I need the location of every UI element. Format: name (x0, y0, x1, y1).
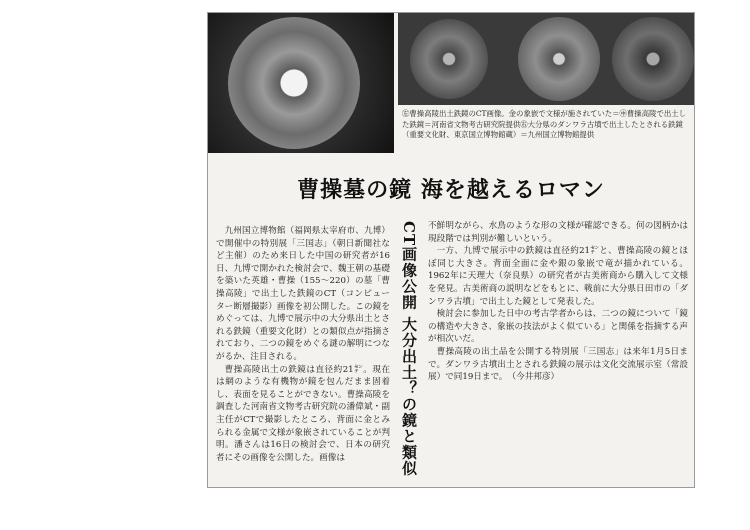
article-column-right (428, 220, 688, 384)
ct-image-photo (208, 13, 394, 153)
photo-caption: ㊧曹操高陵出土鉄鏡のCT画像。金の象嵌で文様が施されていた＝㊥曹操高陵で出土した鉄鏡＝河南省文物考古研究院提供㊨大分県のダンワラ古墳で出土したとされる鉄鏡（重要文化財、東京国立博物館蔵）＝九州国立博物館提供 (402, 109, 687, 140)
paragraph: 不鮮明ながら、水鳥のような形の文様が確認できる。何の図柄かは現段階では判別が難しいという。 (428, 221, 688, 244)
mirror-disc-left (410, 19, 488, 99)
article-column-left (216, 225, 390, 464)
paragraph: 曹操高陵の出土品を公開する特別展「三国志」は来年1月5日まで。ダンワラ古墳出土とされる鉄鏡の展示は文化交流展示室（常設展）で同19日まで。 （今井邦彦） (428, 346, 688, 383)
mirror-disc-right (612, 17, 694, 101)
paragraph: 九州国立博物館（福岡県太宰府市、九博）で開催中の特別展「三国志」（朝日新聞社など主催）のため来日した中国の研究者が16日、九博で開かれた検討会で、魏王朝の基礎を築いた英雄・曹操（155～220）の墓「曹操高陵」で出土した鉄鏡のCT（コンピューター断層撮影）画像を初公開した。この鏡をめぐっては、九博で展示中の大分県出土とされる鉄鏡（重要文化財）との類似点が指摘されており、二つの鏡をめぐる謎の解明につながるか、注目される。 (216, 226, 390, 362)
newspaper-clipping (207, 12, 695, 488)
paragraph: 一方、九博で展示中の鉄鏡は直径約21㌢と、曹操高陵の鏡とほぼ同じ大きさ。背面全面に金や銀の象嵌で竜が描かれている。1962年に天理大（奈良県）の研究者が古美術商から購入して文様を発見。古美術商の説明などをもとに、戦前に大分県日田市の「ダンワラ古墳」で出土した鏡として発表した。 (428, 246, 688, 307)
paragraph: 曹操高陵出土の鉄鏡は直径約21㌢。現在は網のような有機物が鏡を包んだまま固着し、表面を見ることができない。曹操高陵を調査した河南省文物考古研究院の潘偉斌・副主任がCTで撮影したところ、背面に金とみられる金属で文様が象嵌されていることが判明。潘さんは16日の検討会で、日本の研究者にその画像を公開した。画像は (216, 364, 390, 463)
headline: 曹操墓の鏡 海を越えるロマン (297, 177, 605, 203)
subheadline: CT画像公開 大分出土？の鏡と類似 (400, 221, 418, 477)
ct-mirror-disc (228, 17, 360, 149)
mirror-disc-center (518, 17, 600, 101)
mirrors-photo (398, 13, 694, 105)
paragraph: 検討会に参加した日中の考古学者からは、二つの鏡について「鏡の構造や大きさ、象嵌の技法がよく似ている」と関係を指摘する声が相次いだ。 (428, 309, 688, 345)
